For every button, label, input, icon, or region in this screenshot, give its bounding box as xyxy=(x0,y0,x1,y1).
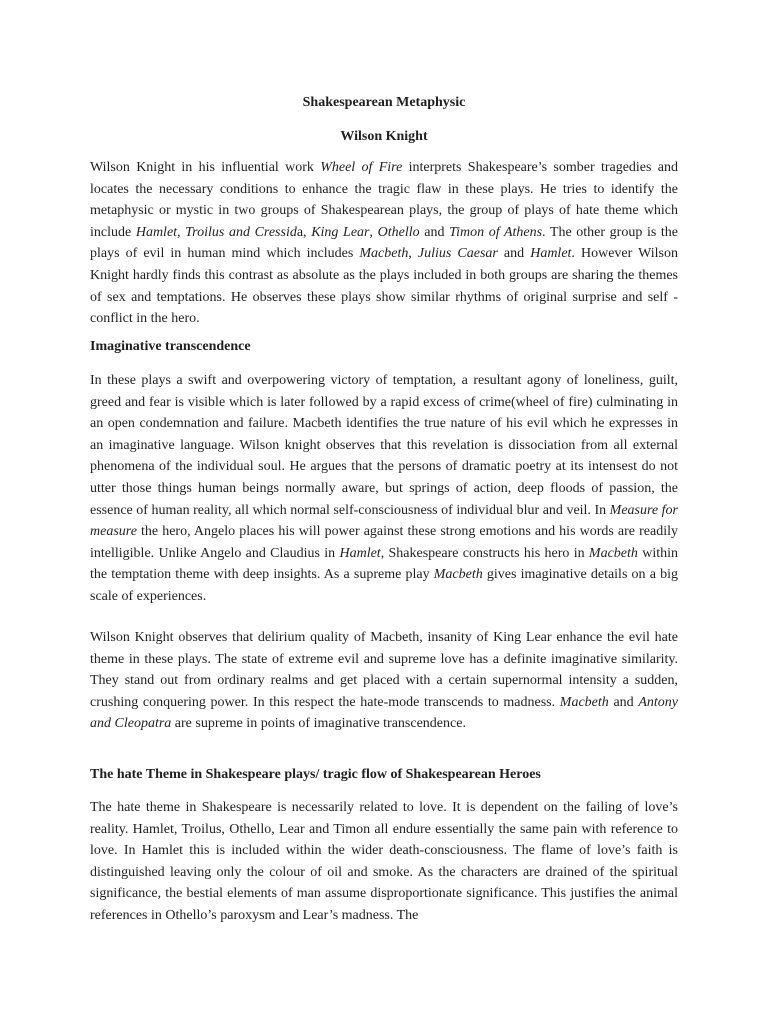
section-heading-imaginative-transcendence: Imaginative transcendence xyxy=(90,339,251,354)
document-title: Shakespearean Metaphysic xyxy=(302,95,466,110)
paragraph-delirium: Wilson Knight observes that delirium quality of Macbeth, insanity of King Lear enhance the evil hate theme in these plays. The state of extreme evil and supreme love has a definite imaginative similarity. They stand out from ordinary realms and get placed with a certain supernormal intensity a sudden, crushing conquering power. In this respect the hate-mode transcends to madness. Macbeth and Antony and Cleopatra are supreme in points of imaginative transcendence. xyxy=(90,630,678,732)
paragraph-intro: Wilson Knight in his influential work Wheel of Fire interprets Shakespeare’s somber tragedies and locates the necessary conditions to enhance the tragic flaw in these plays. He tries to identify the metaphysic or mystic in two groups of Shakespearean plays, the group of plays of hate theme which include Hamlet, Troilus and Cressida, King Lear, Othello and Timon of Athens. The other group is the plays of evil in human mind which includes Macbeth, Julius Caesar and Hamlet. However Wilson Knight hardly finds this contrast as absolute as the plays included in both groups are sharing the themes of sex and temptations. He observes these plays show similar rhythms of original surprise and self -conflict in the hero. xyxy=(90,160,679,327)
section-heading-hate-theme: The hate Theme in Shakespeare plays/ tragic flow of Shakespearean Heroes xyxy=(90,767,541,782)
paragraph-hate-theme: The hate theme in Shakespeare is necessarily related to love. It is dependent on the failing of love’s reality. Hamlet, Troilus, Othello, Lear and Timon all endure essentially the same pain with reference to love. In Hamlet this is included within the wider death-consciousness. The flame of love’s faith is distinguished leaving only the colour of oil and smoke. As the characters are drained of the spiritual significance, the bestial elements of man assume disproportionate significance. This justifies the animal references in Othello’s paroxysm and Lear’s madness. The xyxy=(90,800,678,923)
document-author: Wilson Knight xyxy=(340,129,428,144)
paragraph-temptation: In these plays a swift and overpowering victory of temptation, a resultant agony of loneliness, guilt, greed and fear is visible which is later followed by a rapid excess of crime(wheel of fire) culminating in an open condemnation and failure. Macbeth identifies the true nature of his evil which he expresses in an imaginative language. Wilson knight observes that this revelation is dissociation from all external phenomena of the individual soul. He argues that the persons of dramatic poetry at its intensest do not utter those things human beings normally aware, but springs of action, deep floods of passion, the essence of human reality, all which normal self-consciousness of individual blur and veil. In Measure for measure the hero, Angelo places his will power against these strong emotions and his words are readily intelligible. Unlike Angelo and Claudius in Hamlet, Shakespeare constructs his hero in Macbeth within the temptation theme with deep insights. As a supreme play Macbeth gives imaginative details on a big scale of experiences. xyxy=(90,373,678,604)
